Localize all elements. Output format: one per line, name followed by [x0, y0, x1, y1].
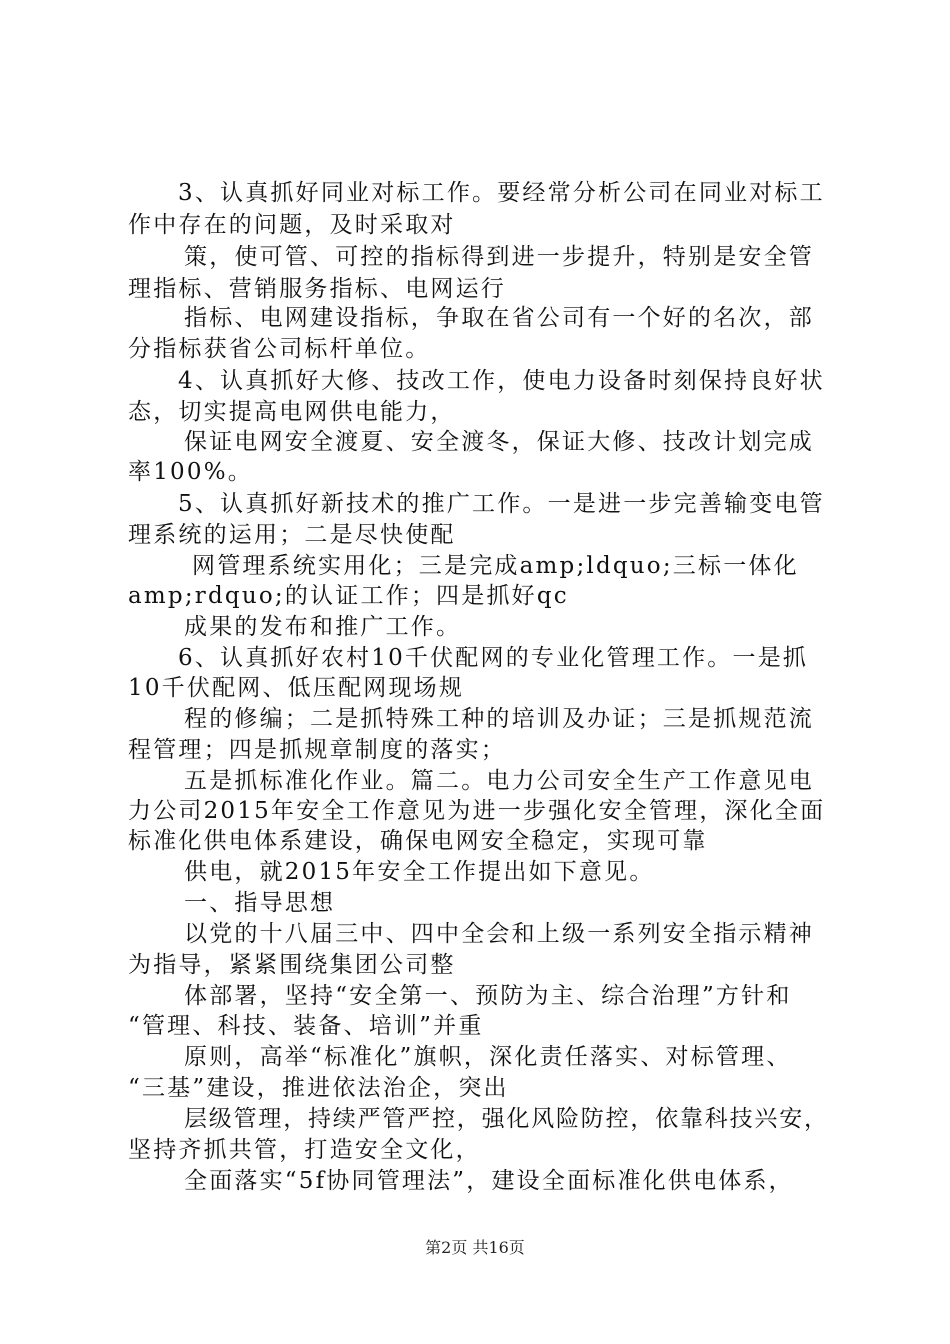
text-line: 保证电网安全渡夏、安全渡冬，保证大修、技改计划完成	[184, 429, 814, 455]
text-line: 态，切实提高电网供电能力，	[128, 399, 456, 425]
text-line: 全面落实“5f协同管理法”，建设全面标准化供电体系，	[184, 1168, 794, 1194]
text-line: 原则，高举“标准化”旗帜，深化责任落实、对标管理、	[184, 1044, 792, 1070]
text-line: 供电，就2015年安全工作提出如下意见。	[184, 859, 655, 885]
text-line: 力公司2015年安全工作意见为进一步强化安全管理，深化全面	[128, 798, 826, 824]
text-line: 指标、电网建设指标，争取在省公司有一个好的名次，部	[184, 305, 814, 331]
text-line: 理指标、营销服务指标、电网运行	[128, 276, 506, 302]
text-line: 10千伏配网、低压配网现场规	[128, 675, 465, 701]
section-heading: 一、指导思想	[184, 890, 336, 916]
page-footer: 第2页 共16页	[425, 1238, 525, 1257]
text-line: 程的修编；二是抓特殊工种的培训及办证；三是抓规范流	[184, 706, 814, 732]
text-line: 标准化供电体系建设，确保电网安全稳定，实现可靠	[128, 828, 708, 854]
text-line: 3、认真抓好同业对标工作。要经常分析公司在同业对标工	[178, 180, 825, 206]
text-line: 分指标获省公司标杆单位。	[128, 336, 431, 362]
text-line: 网管理系统实用化；三是完成amp;ldquo;三标一体化	[192, 553, 799, 579]
text-line: amp;rdquo;的认证工作；四是抓好qc	[128, 583, 569, 609]
text-line: 作中存在的问题，及时采取对	[128, 212, 456, 238]
text-line: 五是抓标准化作业。篇二。电力公司安全生产工作意见电	[184, 768, 814, 794]
text-line: 层级管理，持续严管严控，强化风险防控，依靠科技兴安，	[184, 1106, 829, 1132]
text-line: 4、认真抓好大修、技改工作，使电力设备时刻保持良好状	[178, 368, 825, 394]
text-line: 6、认真抓好农村10千伏配网的专业化管理工作。一是抓	[178, 645, 809, 671]
text-line: 成果的发布和推广工作。	[184, 614, 462, 640]
text-line: “管理、科技、装备、培训”并重	[128, 1013, 484, 1039]
text-line: 以党的十八届三中、四中全会和上级一系列安全指示精神	[184, 921, 814, 947]
text-line: 理系统的运用；二是尽快使配	[128, 522, 456, 548]
text-line: 5、认真抓好新技术的推广工作。一是进一步完善输变电管	[178, 491, 825, 517]
text-line: 策，使可管、可控的指标得到进一步提升，特别是安全管	[184, 244, 814, 270]
text-line: “三基”建设，推进依法治企，突出	[128, 1075, 509, 1101]
text-line: 为指导，紧紧围绕集团公司整	[128, 952, 456, 978]
text-line: 率100%。	[128, 459, 253, 485]
text-line: 坚持齐抓共管，打造安全文化，	[128, 1137, 481, 1163]
text-line: 体部署，坚持“安全第一、预防为主、综合治理”方针和	[184, 983, 792, 1009]
text-line: 程管理；四是抓规章制度的落实；	[128, 737, 506, 763]
